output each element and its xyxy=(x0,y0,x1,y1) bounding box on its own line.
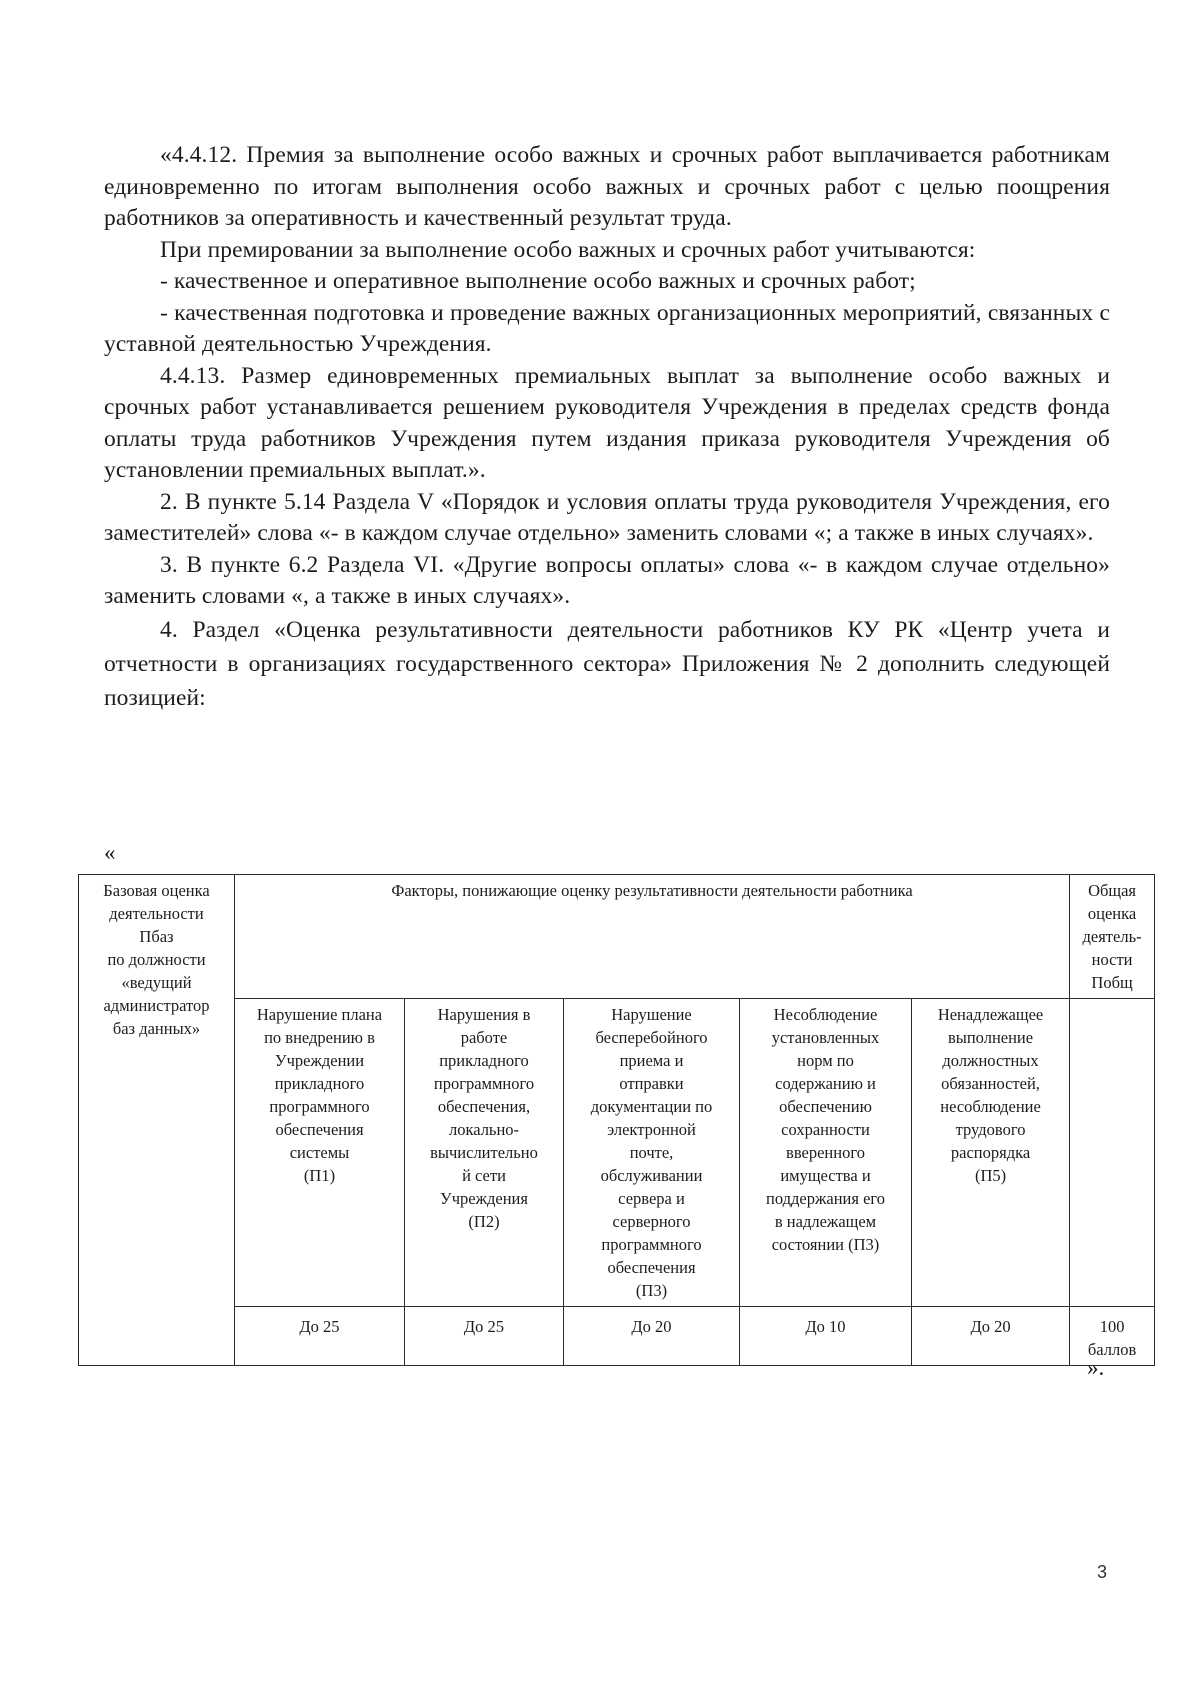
paragraph-item-2: 2. В пункте 5.14 Раздела V «Порядок и условия оплаты труда руководителя Учреждения, его заместителей» слова «- в каждом случае отдельно» заменить словами «; а также в иных случаях». xyxy=(104,488,1110,546)
paragraph-4-4-13: 4.4.13. Размер единовременных премиальных выплат за выполнение особо важных и срочных работ устанавливается решением руководителя Учреждения в пределах средств фонда оплаты труда работников Учреждения путем издания приказа руководителя Учреждения об установлении премиальных выплат.». xyxy=(104,362,1110,483)
page-number: 3 xyxy=(1097,1562,1108,1582)
base-score-header: Базовая оценка деятельности Пбаз по должности «ведущий администратор баз данных» xyxy=(79,875,235,1366)
factor-p2-value: До 25 xyxy=(405,1307,564,1366)
factor-p5-value: До 20 xyxy=(912,1307,1070,1366)
paragraph-item-3: 3. В пункте 6.2 Раздела VI. «Другие вопросы оплаты» слова «- в каждом случае отдельно» заменить словами «, а также в иных случаях». xyxy=(104,551,1110,609)
opening-quote: « xyxy=(104,840,116,865)
body-text xyxy=(104,140,1110,715)
paragraph-4-4-12: «4.4.12. Премия за выполнение особо важных и срочных работ выплачивается работникам единовременно по итогам выполнения особо важных и срочных работ с целью поощрения работников за оперативность и качественный результат труда. xyxy=(104,142,1110,231)
list-item: - качественное и оперативное выполнение особо важных и срочных работ; xyxy=(160,268,916,294)
factor-p2-label: Нарушения в работе прикладного программного обеспечения, локально- вычислительно й сети Учреждения (П2) xyxy=(405,999,564,1307)
factor-p1-label: Нарушение плана по внедрению в Учреждении прикладного программного обеспечения системы (П1) xyxy=(235,999,405,1307)
total-score-header: Общая оценка деятель- ности Побщ xyxy=(1070,875,1155,999)
evaluation-table xyxy=(78,874,1155,1366)
factor-p3b-label: Несоблюдение установленных норм по содержанию и обеспечению сохранности вверенного имущества и поддержания его в надлежащем состоянии (П3) xyxy=(740,999,912,1307)
total-empty-cell xyxy=(1070,999,1155,1307)
factor-p5-label: Ненадлежащее выполнение должностных обязанностей, несоблюдение трудового распорядка (П5) xyxy=(912,999,1070,1307)
factors-header: Факторы, понижающие оценку результативности деятельности работника xyxy=(235,875,1070,999)
total-score-value: 100 баллов xyxy=(1070,1307,1155,1366)
factor-p1-value: До 25 xyxy=(235,1307,405,1366)
paragraph-item-4: 4. Раздел «Оценка результативности деятельности работников КУ РК «Центр учета и отчетности в организациях государственного сектора» Приложения № 2 дополнить следующей позицией: xyxy=(104,616,1110,711)
factor-p3-label: Нарушение бесперебойного приема и отправки документации по электронной почте, обслуживании сервера и серверного программного обеспечения (П3) xyxy=(564,999,740,1307)
closing-quote: ». xyxy=(1087,1355,1105,1380)
factor-p3-value: До 20 xyxy=(564,1307,740,1366)
paragraph-premium-criteria: При премировании за выполнение особо важных и срочных работ учитываются: xyxy=(160,236,976,263)
factor-p3b-value: До 10 xyxy=(740,1307,912,1366)
list-item: - качественная подготовка и проведение важных организационных мероприятий, связанных с уставной деятельностью Учреждения. xyxy=(104,299,1110,357)
